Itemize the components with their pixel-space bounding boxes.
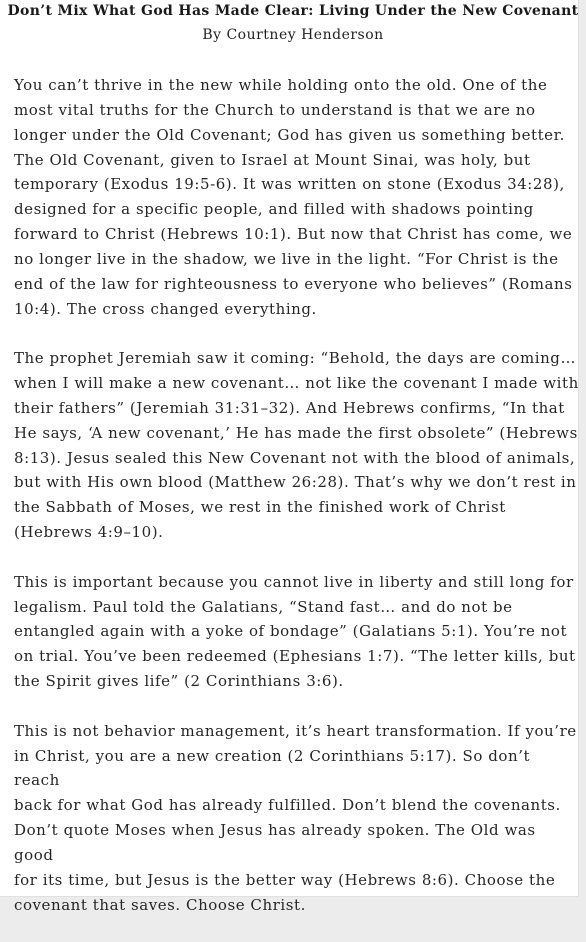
- paragraph-4: This is not behavior management, it’s heart transformation. If you’re in Christ, you are a new creation (2 Corinthians 5:17). So don’t reach back for what God has already fulfilled. Don’t blend the covenants. Don’t quote Moses when Jesus has already spoken. The Old was good for its time, but Jesus is the better way (Hebrews 8:6). Choose the covenant that saves. Choose Christ.: [14, 721, 577, 914]
- paragraph-2: The prophet Jeremiah saw it coming: “Behold, the days are coming… when I will make a new covenant… not like the covenant I made with their fathers” (Jeremiah 31:31–32). And Hebrews confirms, “In that He says, ‘A new covenant,’ He has made the first obsolete” (Hebrews 8:13). Jesus sealed this New Covenant not with the blood of animals, but with His own blood (Matthew 26:28). That’s why we don’t rest in the Sabbath of Moses, we rest in the finished work of Christ (Hebrews 4:9–10).: [14, 349, 579, 542]
- article-title: Don’t Mix What God Has Made Clear: Living Under the New Covenant: [7, 3, 579, 19]
- article-body: [14, 73, 580, 942]
- article-byline: By Courtney Henderson: [202, 27, 384, 43]
- paragraph-3: This is important because you cannot live in liberty and still long for legalism. Paul told the Galatians, “Stand fast… and do not be entangled again with a yoke of bondage” (Galatians 5:1). You’re not on trial. You’ve been redeemed (Ephesians 1:7). “The letter kills, but the Spirit gives life” (2 Corinthians 3:6).: [14, 572, 576, 691]
- paragraph-1: You can’t thrive in the new while holding onto the old. One of the most vital truths for the Church to understand is that we are no longer under the Old Covenant; God has given us something better. The Old Covenant, given to Israel at Mount Sinai, was holy, but temporary (Exodus 19:5-6). It was written on stone (Exodus 34:28), designed for a specific people, and filled with shadows pointing forward to Christ (Hebrews 10:1). But now that Christ has come, we no longer live in the shadow, we live in the light. “For Christ is the end of the law for righteousness to everyone who believes” (Romans 10:4). The cross changed everything.: [14, 76, 573, 318]
